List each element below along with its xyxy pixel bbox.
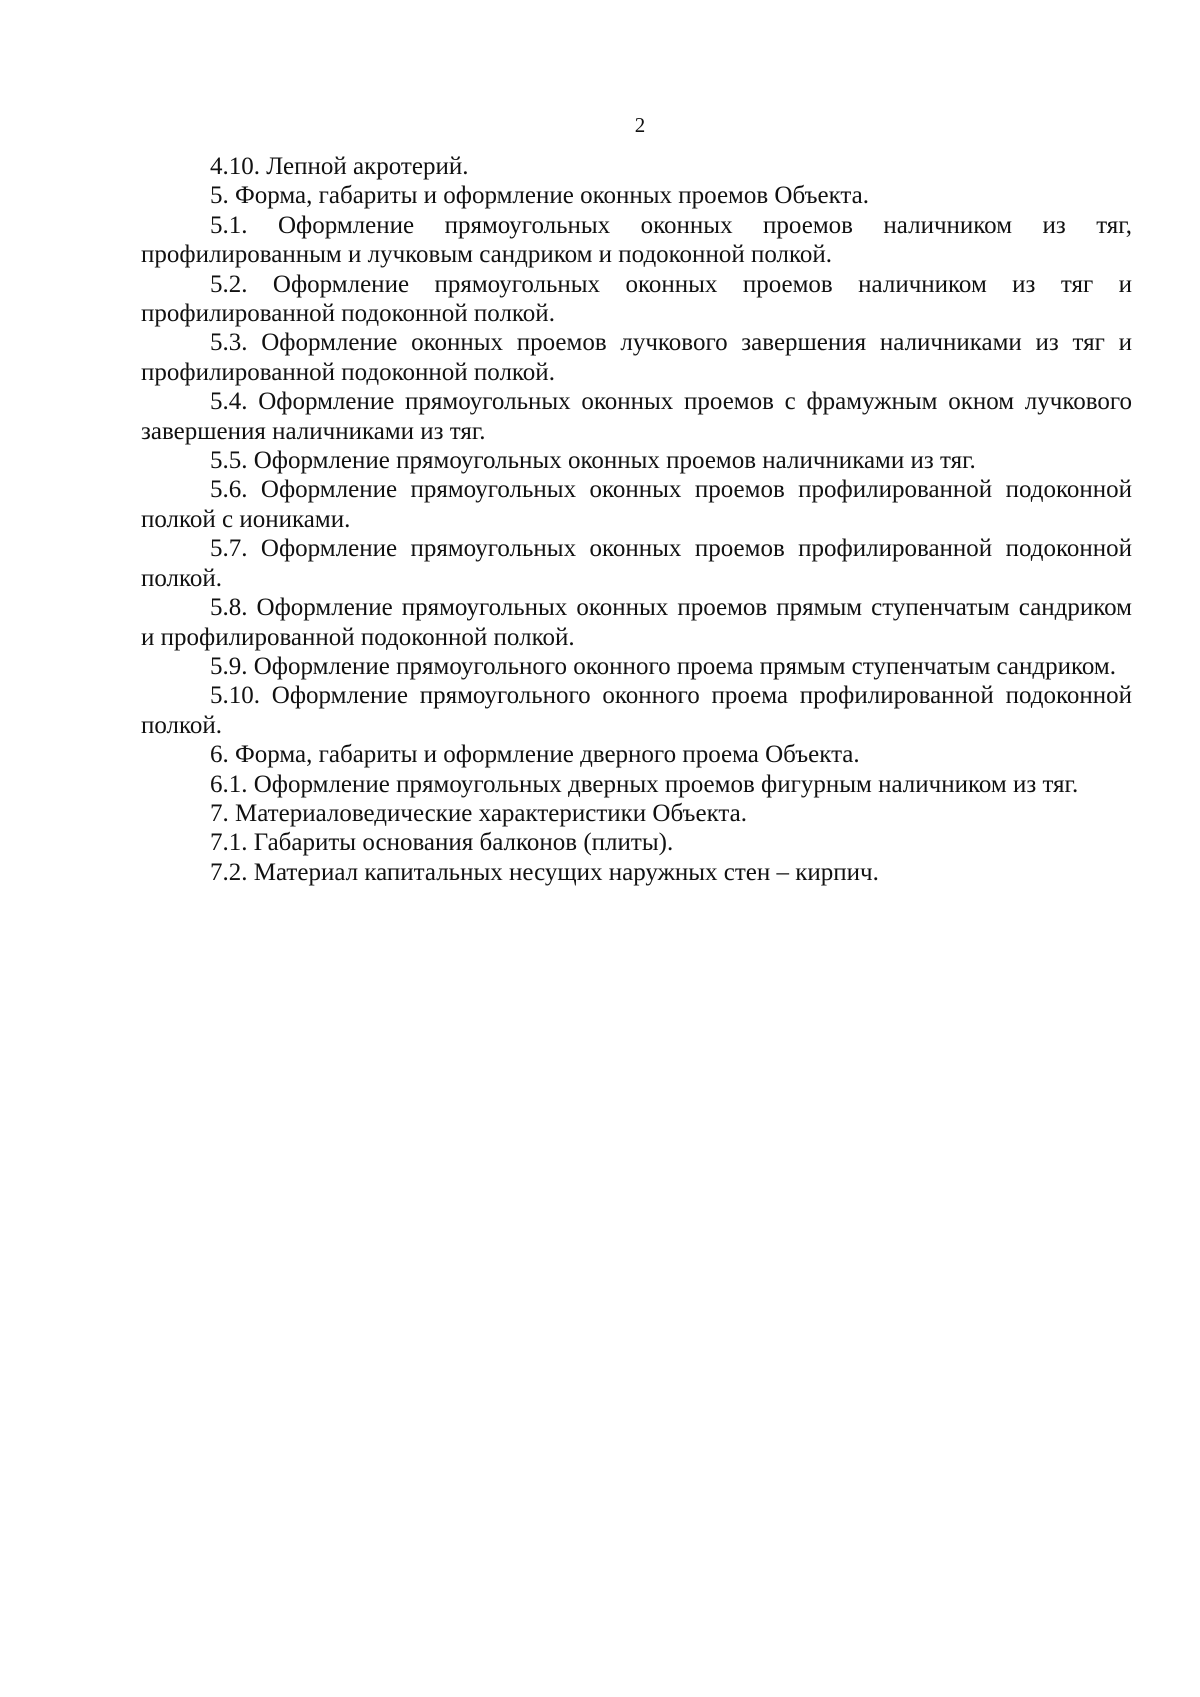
paragraph-5-10: 5.10. Оформление прямоугольного оконного проема профилированной подоконной полкой. [141, 682, 1132, 739]
section-heading-7: 7. Материаловедические характеристики Объекта. [210, 799, 747, 827]
paragraph-5-6: 5.6. Оформление прямоугольных оконных проемов профилированной подоконной полкой с иониками. [141, 476, 1132, 533]
paragraph-4-10: 4.10. Лепной акротерий. [210, 153, 469, 180]
paragraph-7-2: 7.2. Материал капитальных несущих наружных стен – кирпич. [210, 858, 879, 886]
paragraph-5-7: 5.7. Оформление прямоугольных оконных проемов профилированной подоконной полкой. [141, 535, 1132, 592]
paragraph-5-5: 5.5. Оформление прямоугольных оконных проемов наличниками из тяг. [210, 447, 976, 475]
paragraph-5-8: 5.8. Оформление прямоугольных оконных проемов прямым ступенчатым сандриком и профилированной подоконной полкой. [141, 594, 1132, 651]
paragraph-5-3: 5.3. Оформление оконных проемов лучкового завершения наличниками из тяг и профилированной подоконной полкой. [141, 329, 1132, 386]
paragraph-6-1: 6.1. Оформление прямоугольных дверных проемов фигурным наличником из тяг. [210, 770, 1079, 798]
section-heading-6: 6. Форма, габариты и оформление дверного проема Объекта. [210, 741, 860, 769]
paragraph-5-9: 5.9. Оформление прямоугольного оконного проема прямым ступенчатым сандриком. [210, 652, 1116, 680]
page-number: 2 [634, 113, 646, 137]
section-heading-5: 5. Форма, габариты и оформление оконных проемов Объекта. [210, 182, 869, 210]
paragraph-7-1: 7.1. Габариты основания балконов (плиты). [210, 829, 674, 857]
document-body [141, 152, 1132, 887]
paragraph-5-1: 5.1. Оформление прямоугольных оконных проемов наличником из тяг, профилированным и лучковым сандриком и подоконной полкой. [141, 211, 1132, 269]
paragraph-5-4: 5.4. Оформление прямоугольных оконных проемов с фрамужным окном лучкового завершения наличниками из тяг. [141, 388, 1132, 445]
paragraph-5-2: 5.2. Оформление прямоугольных оконных проемов наличником из тяг и профилированной подоконной полкой. [141, 270, 1132, 328]
